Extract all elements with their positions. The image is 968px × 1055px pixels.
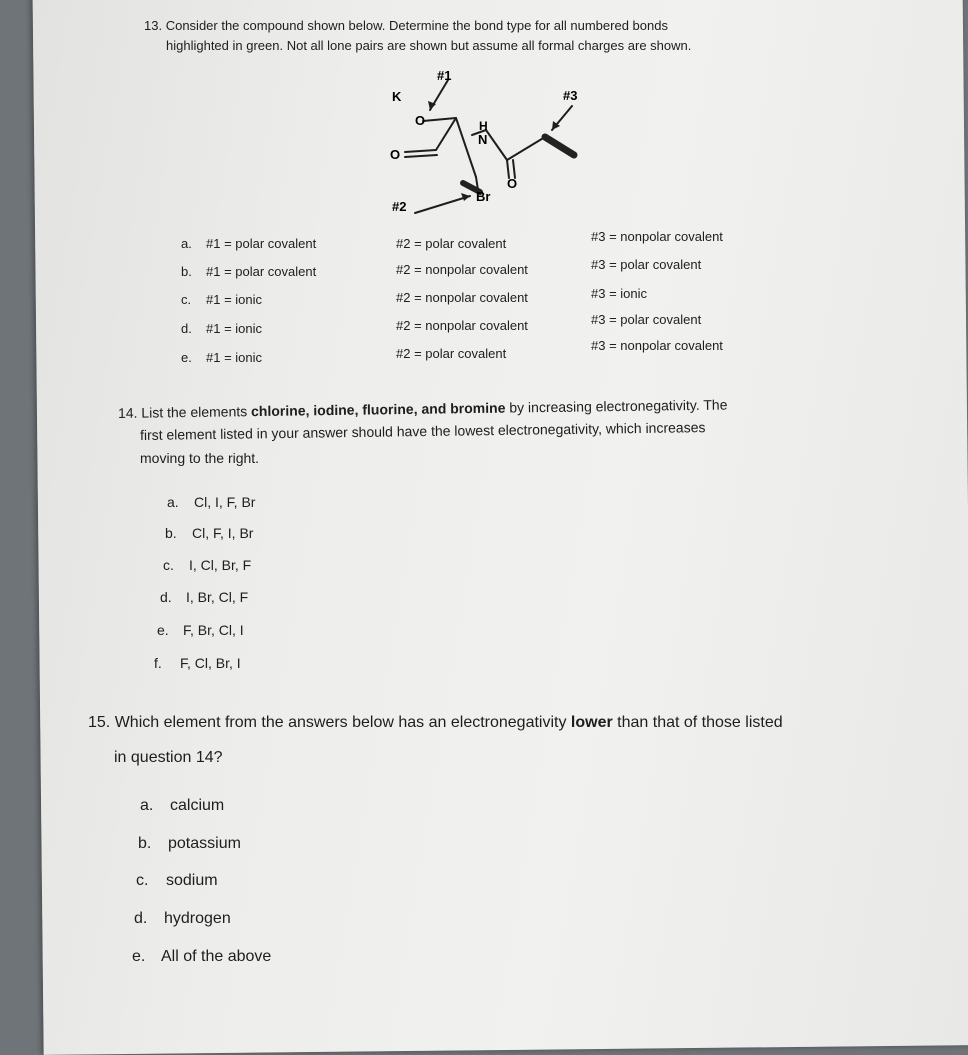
q13-option-d-letter[interactable]: d. (181, 321, 192, 336)
atom-br: Br (476, 189, 491, 204)
q15-option-a-letter[interactable]: a. (140, 797, 154, 814)
q15-option-b-text: potassium (168, 835, 241, 852)
q13-option-b-bond3: #3 = polar covalent (591, 257, 702, 272)
q15-option-d-letter[interactable]: d. (134, 910, 148, 927)
q14-option-b-letter[interactable]: b. (165, 525, 177, 541)
q14-option-d-text: I, Br, Cl, F (186, 589, 249, 605)
q13-number: 13. (144, 18, 163, 33)
q14-option-c-letter[interactable]: c. (163, 557, 174, 573)
q15-line1 (88, 711, 783, 734)
q14-option-e-letter[interactable]: e. (157, 622, 169, 638)
q14-line2: first element listed in your answer should have the lowest electronegativity, which increases (139, 419, 706, 443)
q13-option-c-bond3: #3 = ionic (591, 286, 648, 301)
q13-option-a-bond3: #3 = nonpolar covalent (591, 229, 723, 244)
arrow-2 (415, 196, 470, 213)
q14-option-f-text: F, Cl, Br, I (180, 655, 241, 671)
atom-o-left: O (390, 147, 401, 162)
q13-option-e-letter[interactable]: e. (181, 350, 192, 365)
q13-option-b-bond2: #2 = nonpolar covalent (396, 262, 528, 277)
bond-n-c (486, 130, 507, 160)
q14-line1-suffix: by increasing electronegativity. The (505, 396, 728, 416)
q14-number: 14. (117, 404, 138, 421)
q14-line1-bold: chlorine, iodine, fluorine, and bromine (250, 399, 506, 420)
q15-number: 15. (88, 714, 111, 731)
q13-option-e-bond1: #1 = ionic (206, 350, 263, 365)
q13-option-c-bond2: #2 = nonpolar covalent (396, 290, 528, 305)
q15-line1-prefix: Which element from the answers below has an electronegativity (114, 714, 571, 731)
q14-option-a-text: Cl, I, F, Br (194, 494, 256, 510)
q13-option-c-letter[interactable]: c. (181, 292, 192, 307)
q15-option-e-letter[interactable]: e. (132, 948, 146, 965)
atom-n: N (478, 132, 488, 147)
q13-option-a-letter[interactable]: a. (181, 236, 192, 251)
label-3: #3 (563, 88, 578, 103)
label-2: #2 (392, 199, 407, 214)
atom-h: H (479, 119, 488, 133)
q15-line1-suffix: than that of those listed (612, 714, 783, 731)
q13-text-line1: Consider the compound shown below. Determine the bond type for all numbered bonds (165, 18, 668, 33)
bond-c-c (436, 118, 456, 150)
bond-c-ch2 (456, 118, 476, 177)
q14-line1-prefix: List the elements (141, 403, 252, 421)
q14-option-f-letter[interactable]: f. (154, 655, 162, 671)
label-1: #1 (437, 68, 452, 83)
q14-option-a-letter[interactable]: a. (167, 494, 179, 510)
atom-o-right: O (507, 176, 518, 191)
bond-co-left-a (405, 150, 436, 152)
bond-amide-c-c (507, 137, 545, 160)
atom-k: K (392, 89, 402, 104)
bond-3-highlight (545, 137, 574, 155)
q13-option-d-bond2: #2 = nonpolar covalent (396, 318, 528, 333)
bond-1-line (423, 118, 456, 121)
q14-option-b-text: Cl, F, I, Br (192, 525, 254, 541)
arrow-2-head (461, 193, 470, 201)
q13-option-e-bond2: #2 = polar covalent (396, 346, 507, 361)
q15-option-e-text: All of the above (161, 948, 272, 965)
q13-option-d-bond3: #3 = polar covalent (591, 312, 702, 327)
q14-option-d-letter[interactable]: d. (160, 589, 172, 605)
q13-option-a-bond2: #2 = polar covalent (396, 236, 507, 251)
q13-option-e-bond3: #3 = nonpolar covalent (591, 338, 723, 353)
q15-option-c-letter[interactable]: c. (136, 872, 149, 889)
bond-co-left-b (405, 155, 437, 157)
q13-option-a-bond1: #1 = polar covalent (206, 236, 317, 251)
q13-option-b-letter[interactable]: b. (181, 264, 192, 279)
q15-line1-bold: lower (570, 714, 613, 731)
atom-o-top: O (415, 113, 426, 128)
q15-option-a-text: calcium (170, 797, 225, 814)
q13-option-d-bond1: #1 = ionic (206, 321, 263, 336)
q15-option-d-text: hydrogen (164, 910, 231, 927)
q14-line3: moving to the right. (140, 450, 260, 466)
q14-option-c-text: I, Cl, Br, F (189, 557, 252, 573)
q15-line2: in question 14? (114, 749, 223, 766)
q13-text-line2: highlighted in green. Not all lone pairs are shown but assume all formal charges are shown. (166, 38, 692, 53)
q14-option-e-text: F, Br, Cl, I (183, 622, 244, 638)
q15-option-c-text: sodium (166, 872, 218, 889)
q13-option-b-bond1: #1 = polar covalent (206, 264, 317, 279)
q13-option-c-bond1: #1 = ionic (206, 292, 263, 307)
q15-option-b-letter[interactable]: b. (138, 835, 152, 852)
